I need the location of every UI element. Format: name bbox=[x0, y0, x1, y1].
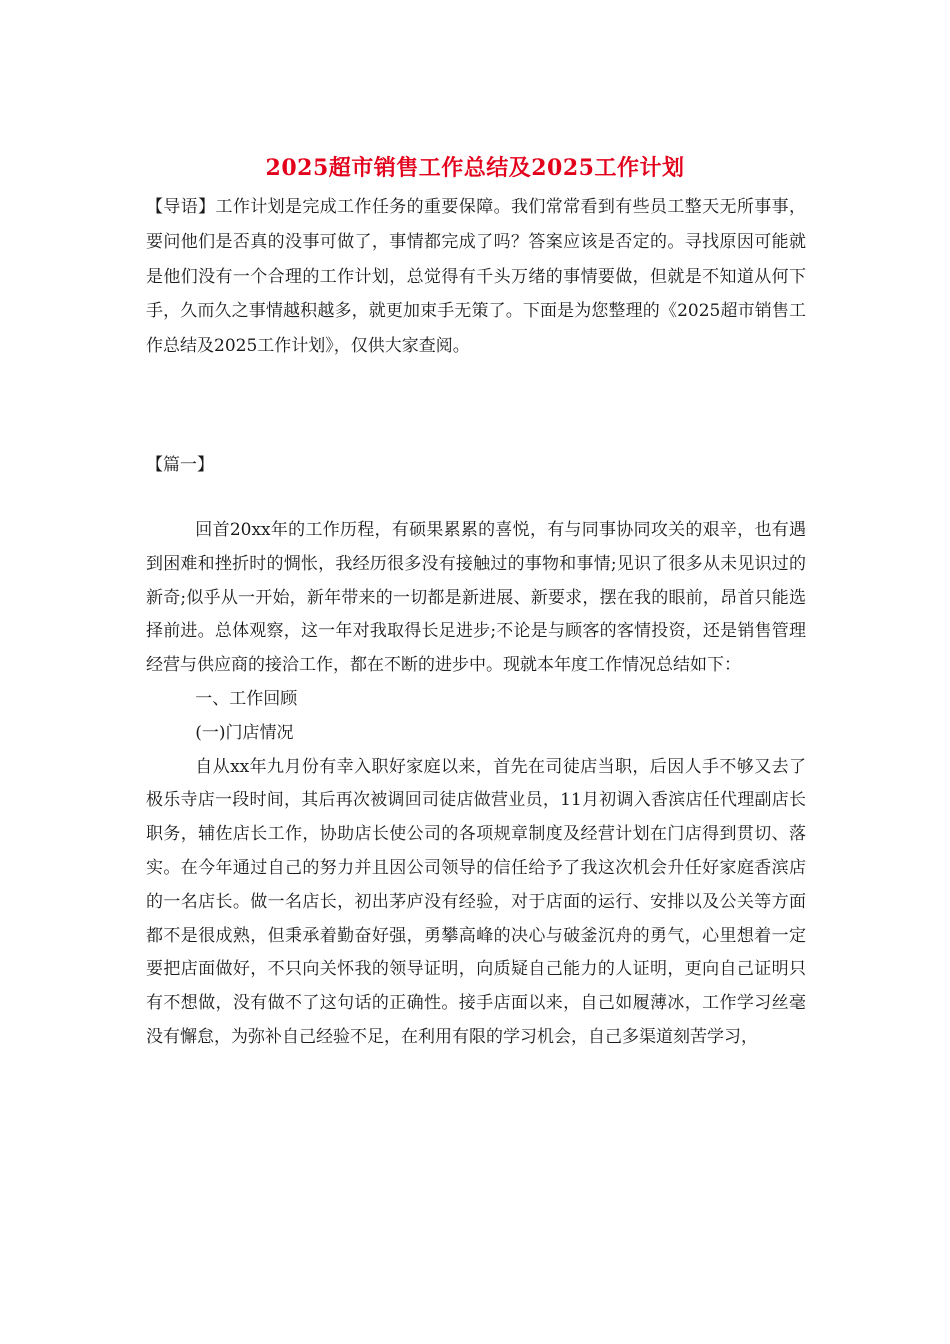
body-paragraph-1: 回首20xx年的工作历程，有硕果累累的喜悦，有与同事协同攻关的艰辛，也有遇到困难和挫折时的惆怅，我经历很多没有接触过的事物和事情;见识了很多从未见识过的新奇;似乎从一开始，新年带来的一切都是新进展、新要求，摆在我的眼前，昂首只能选择前进。总体观察，这一年对我取得长足进步;不论是与顾客的客情投资，还是销售管理经营与供应商的接洽工作，都在不断的进步中。现就本年度工作情况总结如下： bbox=[146, 520, 806, 676]
intro-paragraph bbox=[146, 190, 806, 364]
section-label: 【篇一】 bbox=[146, 455, 214, 475]
intro-text: 工作计划是完成工作任务的重要保障。我们常常看到有些员工整天无所事事，要问他们是否真的没事可做了，事情都完成了吗？答案应该是否定的。寻找原因可能就是他们没有一个合理的工作计划，总觉得有千头万绪的事情要做，但就是不知道从何下手，久而久之事情越积越多，就更加束手无策了。下面是为您整理的《2025超市销售工作总结及2025工作计划》，仅供大家查阅。 bbox=[146, 197, 807, 357]
heading-store-situation: (一)门店情况 bbox=[195, 722, 294, 743]
intro-tag: 【导语】 bbox=[146, 197, 216, 217]
heading-work-review: 一、工作回顾 bbox=[195, 688, 298, 709]
body-text bbox=[146, 514, 806, 1055]
body-paragraph-2: 自从xx年九月份有幸入职好家庭以来，首先在司徒店当职，后因人手不够又去了极乐寺店一段时间，其后再次被调回司徒店做营业员，11月初调入香滨店任代理副店长职务，辅佐店长工作，协助店长使公司的各项规章制度及经营计划在门店得到贯切、落实。在今年通过自己的努力并且因公司领导的信任给予了我这次机会升任好家庭香滨店的一名店长。做一名店长，初出茅庐没有经验，对于店面的运行、安排以及公关等方面都不是很成熟，但秉承着勤奋好强，勇攀高峰的决心与破釜沉舟的勇气，心里想着一定要把店面做好，不只向关怀我的领导证明，向质疑自己能力的人证明，更向自己证明只有不想做，没有做不了这句话的正确性。接手店面以来，自己如履薄冰，工作学习丝毫没有懈怠，为弥补自己经验不足，在利用有限的学习机会，自己多渠道刻苦学习， bbox=[146, 756, 806, 1047]
document-title: 2025超市销售工作总结及2025工作计划 bbox=[265, 155, 685, 181]
